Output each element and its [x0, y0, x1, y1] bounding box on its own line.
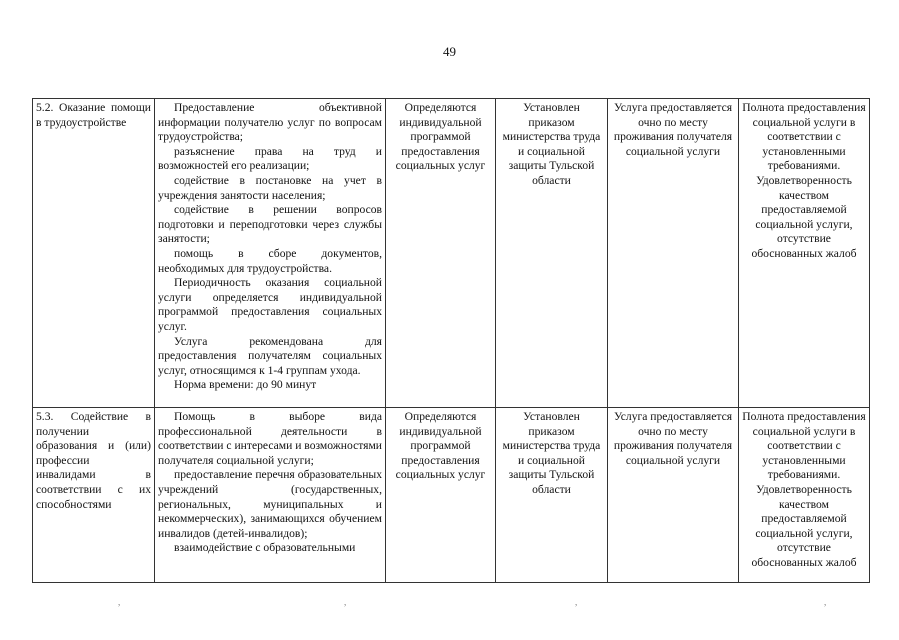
service-volume-cell: Определяются индивидуальной программой предоставления социальных услуг: [386, 408, 496, 583]
service-quality-cell: Полнота предоставления социальной услуги в соответствии с установленными требованиями. Удовлетворенность качеством предоставляемой социальной услуги, отсутствие обоснованных жалоб: [739, 408, 870, 583]
service-cost-cell: Установлен приказом министерства труда и социальной защиты Тульской области: [496, 99, 608, 408]
description-paragraph: содействие в постановке на учет в учреждения занятости населения;: [158, 173, 382, 202]
service-name-cell: 5.3. Содействие в получении образования и (или) профессии инвалидами в соответствии с их способностями: [33, 408, 155, 583]
description-paragraph: Норма времени: до 90 минут: [174, 378, 317, 392]
description-paragraph: содействие в решении вопросов подготовки и переподготовки через службы занятости;: [158, 203, 382, 246]
description-paragraph: помощь в сборе документов, необходимых для трудоустройства.: [158, 246, 382, 275]
service-conditions-cell: Услуга предоставляется очно по месту проживания получателя социальной услуги: [608, 99, 739, 408]
service-description-cell: [155, 99, 386, 408]
description-paragraph: Предоставление объективной информации получателю услуг по вопросам трудоустройства;: [158, 101, 382, 144]
description-paragraph: Услуга рекомендована для предоставления получателям социальных услуг, относящимся к 1-4 группам ухода.: [158, 334, 382, 377]
service-volume-cell: Определяются индивидуальной программой предоставления социальных услуг: [386, 99, 496, 408]
scan-mark: ,: [344, 597, 347, 607]
description-paragraph: Периодичность оказания социальной услуги определяется индивидуальной программой предоставления социальных услуг.: [158, 276, 382, 333]
footer-marks: [0, 597, 899, 607]
service-conditions-cell: Услуга предоставляется очно по месту проживания получателя социальной услуги: [608, 408, 739, 583]
service-name-cell: 5.2. Оказание помощи в трудоустройстве: [33, 99, 155, 408]
description-paragraph: взаимодействие с образовательными: [174, 541, 356, 555]
description-paragraph: Помощь в выборе вида профессиональной деятельности в соответствии с интересами и возможностями получателя социальной услуги;: [158, 410, 382, 467]
service-description-cell: [155, 408, 386, 583]
scan-mark: ,: [824, 597, 827, 607]
scan-mark: ,: [118, 597, 121, 607]
table-row: [33, 99, 870, 408]
scan-mark: ,: [575, 597, 578, 607]
service-cost-cell: Установлен приказом министерства труда и социальной защиты Тульской области: [496, 408, 608, 583]
description-paragraph: разъяснение права на труд и возможностей его реализации;: [158, 144, 382, 173]
description-paragraph: предоставление перечня образовательных учреждений (государственных, региональных, муниципальных и некоммерческих), занимающихся обучением инвалидов (детей-инвалидов);: [158, 468, 382, 540]
service-quality-cell: Полнота предоставления социальной услуги в соответствии с установленными требованиями. Удовлетворенность качеством предоставляемой социальной услуги, отсутствие обоснованных жалоб: [739, 99, 870, 408]
page-number: 49: [443, 44, 456, 59]
table-row: [33, 408, 870, 583]
services-table: [32, 98, 870, 583]
